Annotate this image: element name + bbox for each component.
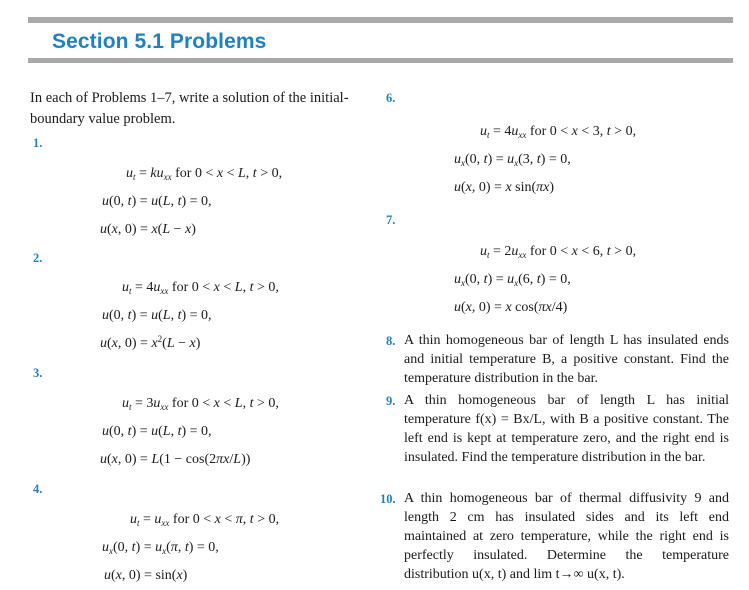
problem-10-text: A thin homogeneous bar of thermal diffusivity 9 and length 2 cm has insulated sides and its left end maintained at zero temperature, while the right end is perfectly insulated. Determine the temperature distribution u(x, t) and lim t→∞ u(x, t). xyxy=(404,491,729,582)
problem-8-text: A thin homogeneous bar of length L has insulated ends and initial temperature B, a positive constant. Find the temperature distribution in the bar. xyxy=(404,333,729,386)
initial-condition-line: u(x, 0) = x cos(πx/4) xyxy=(454,300,568,315)
problem-number-9: 9. xyxy=(386,394,396,408)
problem-9-text: A thin homogeneous bar of length L has initial temperature f(x) = Bx/L, with B a positive constant. The left end is kept at temperature zero, and the right end is insulated. Find the temperature distribution in the bar. xyxy=(404,393,729,465)
initial-condition-line: u(x, 0) = L(1 − cos(2πx/L)) xyxy=(100,452,251,467)
pde-line: $u_t = 2u_{xx}$ for 0 < x < 6, t > 0, xyxy=(480,244,637,260)
section-title: Section 5.1 Problems xyxy=(52,30,267,53)
pde-line: $u_t = ku_{xx}$ for 0 < x < L, t > 0, xyxy=(126,166,283,182)
initial-condition-line: u(x, 0) = x sin(πx) xyxy=(454,180,555,195)
problem-number-3: 3. xyxy=(33,366,43,380)
boundary-condition-line: u(0, t) = u(L, t) = 0, xyxy=(102,424,212,439)
problem-number-2: 2. xyxy=(33,251,43,265)
boundary-condition-line: $u_x(0$, $t) = u_x(\pi$, t) = 0, xyxy=(102,540,219,556)
problem-number-6: 6. xyxy=(386,91,396,105)
pde-line: $u_t = 4u_{xx}$ for 0 < x < 3, t > 0, xyxy=(480,124,637,140)
problem-number-10: 10. xyxy=(380,492,396,506)
boundary-condition-line: u(0, t) = u(L, t) = 0, xyxy=(102,194,212,209)
boundary-condition-line: $u_x(0$, $t) = u_x(3$, t) = 0, xyxy=(454,152,571,168)
header-rule-top xyxy=(28,17,733,23)
intro-text: In each of Problems 1–7, write a solution of the initial-boundary value problem. xyxy=(30,90,349,127)
problem-number-8: 8. xyxy=(386,334,396,348)
pde-line: $u_t = u_{xx}$ for 0 < x < π, t > 0, xyxy=(130,512,280,528)
boundary-condition-line: u(0, t) = u(L, t) = 0, xyxy=(102,308,212,323)
problem-number-7: 7. xyxy=(386,213,396,227)
pde-line: $u_t = 3u_{xx}$ for 0 < x < L, t > 0, xyxy=(122,396,279,412)
pde-line: $u_t = 4u_{xx}$ for 0 < x < L, t > 0, xyxy=(122,280,279,296)
initial-condition-line: u(x, 0) = x(L − x) xyxy=(100,222,196,237)
initial-condition-line: u(x, $0) = x^2(L - x)$ xyxy=(100,334,201,351)
initial-condition-line: u(x, 0) = sin(x) xyxy=(104,568,188,583)
problem-number-1: 1. xyxy=(33,136,43,150)
problem-number-4: 4. xyxy=(33,482,43,496)
boundary-condition-line: $u_x(0$, $t) = u_x(6$, t) = 0, xyxy=(454,272,571,288)
header-rule-bottom xyxy=(28,58,733,63)
